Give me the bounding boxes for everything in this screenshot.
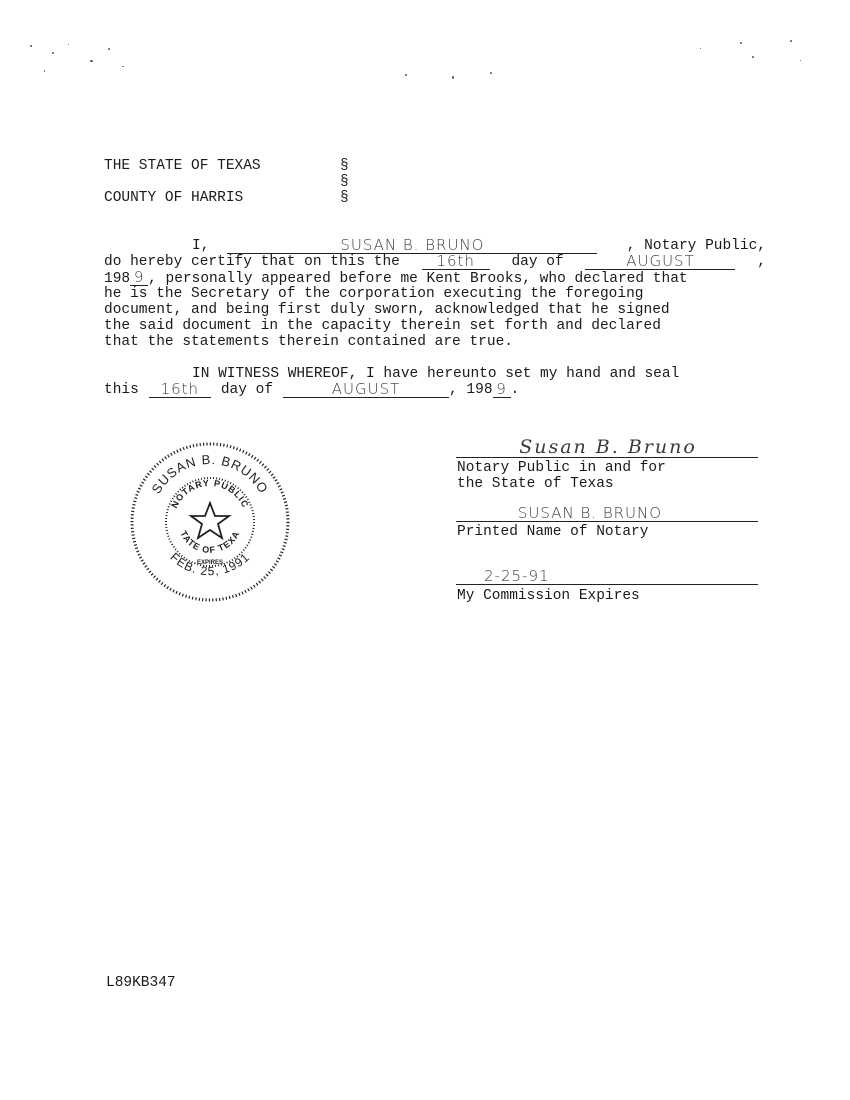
certificate-line-1: I, SUSAN B. BRUNO , Notary Public, (192, 236, 766, 254)
printed-name-label: Printed Name of Notary (457, 524, 649, 540)
witness-day-handwritten: 16th (149, 382, 211, 398)
notary-signature: Susan B. Bruno (519, 436, 697, 458)
state-label: the State of Texas (457, 476, 614, 492)
witness-month-handwritten: AUGUST (283, 382, 449, 398)
day-handwritten: 16th (422, 254, 490, 270)
notary-public-label: Notary Public in and for (457, 460, 666, 476)
seal-top-text: SUSAN B. BRUNO (148, 451, 272, 497)
witness-paragraph (104, 366, 766, 398)
seal-inner-bottom-text: TATE OF TEXA (178, 529, 242, 556)
state-caption: THE STATE OF TEXAS (104, 158, 261, 174)
month-handwritten: AUGUST (585, 254, 735, 270)
certificate-line-3: 198 9 , personally appeared before me Kent Brooks, who declared that (104, 268, 688, 287)
year-digit-handwritten: 9 (130, 270, 148, 286)
printed-name-handwritten: SUSAN B. BRUNO (517, 504, 663, 522)
witness-line-1: IN WITNESS WHEREOF, I have hereunto set my hand and seal (192, 366, 680, 382)
certificate-line-7: that the statements therein contained are true. (104, 334, 513, 350)
seal-expires-label: EXPIRES (196, 560, 224, 566)
seal-inner-top-text: NOTARY PUBLIC (169, 477, 251, 510)
section-mark: § (340, 158, 349, 174)
notary-seal-graphic (128, 440, 292, 604)
notary-seal (128, 440, 292, 604)
certificate-line-5: document, and being first duly sworn, acknowledged that he signed (104, 302, 670, 318)
certificate-line-4: he is the Secretary of the corporation executing the foregoing (104, 286, 644, 302)
certificate-line-2: do hereby certify that on this the 16th day of AUGUST , (104, 252, 766, 270)
section-mark: § (340, 190, 349, 206)
commission-expires-label: My Commission Expires (457, 588, 640, 604)
witness-year-digit-handwritten: 9 (493, 382, 511, 398)
signature-line (456, 457, 758, 458)
section-mark: § (340, 174, 349, 190)
commission-expiration-handwritten: 2-25-91 (484, 567, 550, 585)
witness-line-2: this 16th day of AUGUST , 198 9 . (104, 380, 520, 398)
seal-bottom-text: FEB. 25, 1991 (167, 549, 253, 579)
commission-expiration-line (456, 584, 758, 585)
document-code: L89KB347 (106, 975, 176, 991)
county-caption: COUNTY OF HARRIS (104, 190, 244, 206)
notary-name-handwritten: SUSAN B. BRUNO (227, 238, 597, 254)
printed-name-line (456, 521, 758, 522)
certificate-paragraph (104, 238, 766, 350)
certificate-line-6: the said document in the capacity therein set forth and declared (104, 318, 661, 334)
